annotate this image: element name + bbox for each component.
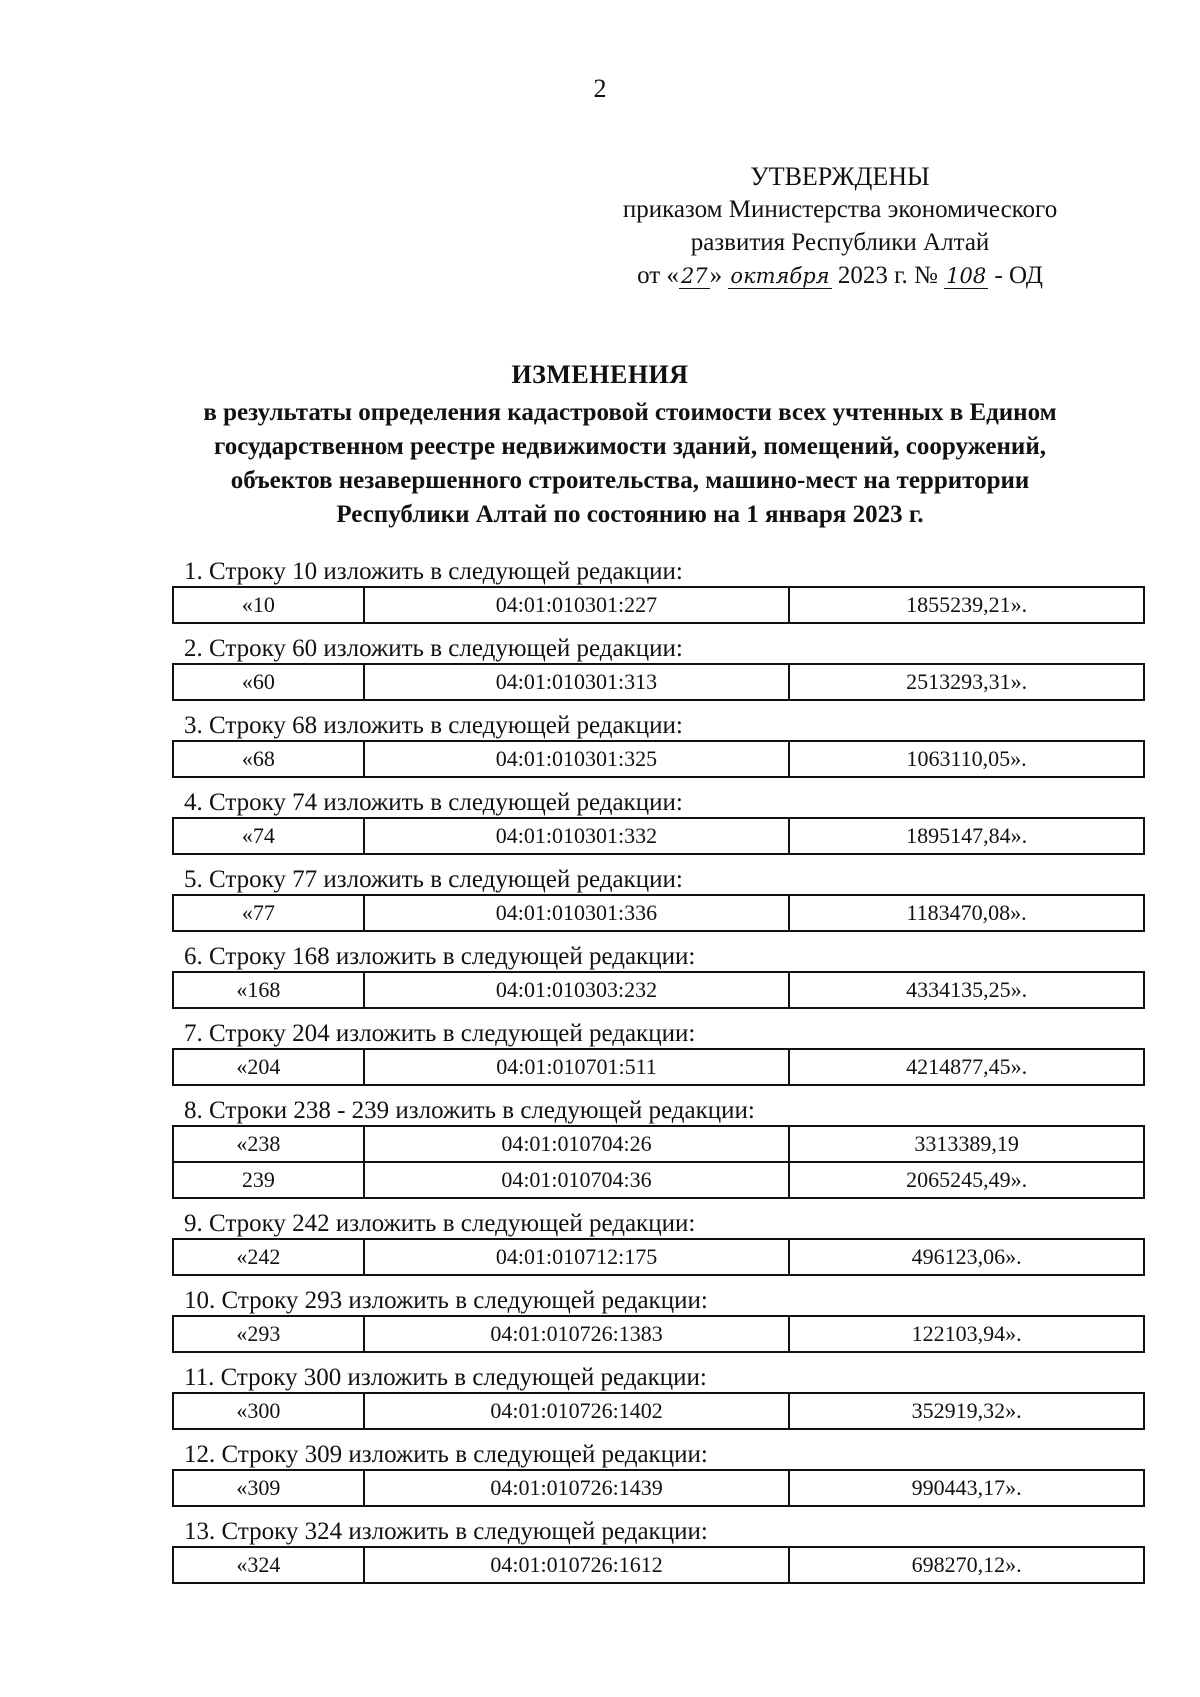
approval-line-1: приказом Министерства экономического <box>622 196 1058 223</box>
change-table <box>172 894 1145 932</box>
row-number-cell: «204 <box>173 1049 364 1085</box>
cadastral-number-cell: 04:01:010726:1612 <box>364 1547 790 1583</box>
order-suffix: - ОД <box>994 262 1043 289</box>
change-table <box>172 1392 1145 1430</box>
change-table <box>172 1469 1145 1507</box>
change-entry <box>172 1097 1145 1199</box>
cadastral-value-cell: 1855239,21». <box>789 587 1144 623</box>
cadastral-number-cell: 04:01:010712:175 <box>364 1239 790 1275</box>
row-number-cell: «60 <box>173 664 364 700</box>
table-row <box>173 664 1144 700</box>
change-entry <box>172 712 1145 778</box>
change-table <box>172 817 1145 855</box>
handwritten-month: октября <box>730 264 830 288</box>
table-row <box>173 741 1144 777</box>
change-table <box>172 1546 1145 1584</box>
cadastral-number-cell: 04:01:010726:1402 <box>364 1393 790 1429</box>
row-number-cell: «168 <box>173 972 364 1008</box>
cadastral-value-cell: 698270,12». <box>789 1547 1144 1583</box>
approval-line-2: развития Республики Алтай <box>690 229 990 256</box>
change-entry <box>172 1441 1145 1507</box>
change-table <box>172 586 1145 624</box>
table-row <box>173 895 1144 931</box>
year-text: 2023 г. № <box>837 262 938 289</box>
row-number-cell: «77 <box>173 895 364 931</box>
cadastral-number-cell: 04:01:010704:36 <box>364 1162 789 1198</box>
change-entry <box>172 1020 1145 1086</box>
cadastral-value-cell: 2065245,49». <box>789 1162 1144 1198</box>
document-title: ИЗМЕНЕНИЯ <box>511 360 689 389</box>
change-heading: 2. Строку 60 изложить в следующей редакции: <box>184 635 683 662</box>
page-number: 2 <box>593 74 607 103</box>
handwritten-day: 27 <box>680 264 708 288</box>
change-table <box>172 663 1145 701</box>
handwritten-order-number: 108 <box>946 264 987 288</box>
row-number-cell: «68 <box>173 741 364 777</box>
change-table <box>172 740 1145 778</box>
change-heading: 5. Строку 77 изложить в следующей редакции: <box>184 866 683 893</box>
table-row <box>173 1316 1144 1352</box>
table-row <box>173 1126 1144 1162</box>
table-row <box>173 972 1144 1008</box>
cadastral-value-cell: 3313389,19 <box>789 1126 1144 1162</box>
cadastral-number-cell: 04:01:010301:325 <box>364 741 790 777</box>
change-heading: 1. Строку 10 изложить в следующей редакции: <box>184 558 683 585</box>
change-table <box>172 1125 1145 1199</box>
cadastral-number-cell: 04:01:010303:232 <box>364 972 789 1008</box>
change-entry <box>172 1364 1145 1430</box>
cadastral-value-cell: 4214877,45». <box>789 1049 1144 1085</box>
table-row <box>173 1470 1144 1506</box>
cadastral-number-cell: 04:01:010701:511 <box>364 1049 789 1085</box>
table-row <box>173 1547 1144 1583</box>
change-entry <box>172 866 1145 932</box>
row-number-cell: «300 <box>173 1393 364 1429</box>
row-number-cell: «10 <box>173 587 364 623</box>
changes-list <box>172 558 1145 1595</box>
cadastral-value-cell: 4334135,25». <box>789 972 1144 1008</box>
change-heading: 10. Строку 293 изложить в следующей редакции: <box>184 1287 708 1314</box>
row-number-cell: «293 <box>173 1316 364 1352</box>
document-subtitle: в результаты определения кадастровой стоимости всех учтенных в Едином государственном реестре недвижимости зданий, помещений, сооружений, объектов незавершенного строительства, машино-мест на территории Республики Алтай по состоянию на 1 января 2023 г. <box>203 399 1057 528</box>
table-row <box>173 587 1144 623</box>
row-number-cell: «324 <box>173 1547 364 1583</box>
cadastral-number-cell: 04:01:010301:336 <box>364 895 790 931</box>
change-table <box>172 1315 1145 1353</box>
row-number-cell: «309 <box>173 1470 364 1506</box>
change-heading: 11. Строку 300 изложить в следующей редакции: <box>184 1364 707 1391</box>
cadastral-value-cell: 1895147,84». <box>789 818 1144 854</box>
cadastral-value-cell: 2513293,31». <box>789 664 1144 700</box>
change-heading: 3. Строку 68 изложить в следующей редакции: <box>184 712 683 739</box>
row-number-cell: «242 <box>173 1239 364 1275</box>
change-heading: 13. Строку 324 изложить в следующей редакции: <box>184 1518 708 1545</box>
change-heading: 8. Строки 238 - 239 изложить в следующей редакции: <box>184 1097 755 1124</box>
table-row <box>173 818 1144 854</box>
cadastral-value-cell: 1183470,08». <box>789 895 1144 931</box>
change-heading: 7. Строку 204 изложить в следующей редакции: <box>184 1020 696 1047</box>
cadastral-number-cell: 04:01:010301:332 <box>364 818 790 854</box>
change-heading: 12. Строку 309 изложить в следующей редакции: <box>184 1441 708 1468</box>
cadastral-value-cell: 122103,94». <box>789 1316 1144 1352</box>
approval-title: УТВЕРЖДЕНЫ <box>750 162 930 191</box>
change-table <box>172 1238 1145 1276</box>
cadastral-number-cell: 04:01:010726:1439 <box>364 1470 790 1506</box>
date-mid: » <box>709 262 723 289</box>
table-row <box>173 1393 1144 1429</box>
row-number-cell: «74 <box>173 818 364 854</box>
table-row <box>173 1162 1144 1198</box>
cadastral-number-cell: 04:01:010704:26 <box>364 1126 789 1162</box>
change-table <box>172 1048 1145 1086</box>
cadastral-number-cell: 04:01:010301:227 <box>364 587 790 623</box>
change-heading: 4. Строку 74 изложить в следующей редакции: <box>184 789 683 816</box>
change-entry <box>172 1210 1145 1276</box>
change-entry <box>172 789 1145 855</box>
change-entry <box>172 943 1145 1009</box>
table-row <box>173 1239 1144 1275</box>
cadastral-value-cell: 352919,32». <box>789 1393 1144 1429</box>
cadastral-number-cell: 04:01:010301:313 <box>364 664 790 700</box>
change-heading: 6. Строку 168 изложить в следующей редакции: <box>184 943 696 970</box>
row-number-cell: «238 <box>173 1126 364 1162</box>
row-number-cell: 239 <box>173 1162 364 1198</box>
date-prefix: от « <box>637 262 679 289</box>
table-row <box>173 1049 1144 1085</box>
cadastral-value-cell: 496123,06». <box>789 1239 1144 1275</box>
change-entry <box>172 1518 1145 1584</box>
approval-block <box>580 160 1100 293</box>
change-entry <box>172 635 1145 701</box>
change-heading: 9. Строку 242 изложить в следующей редакции: <box>184 1210 696 1237</box>
approval-date-line <box>580 259 1100 293</box>
cadastral-value-cell: 1063110,05». <box>789 741 1144 777</box>
cadastral-value-cell: 990443,17». <box>789 1470 1144 1506</box>
change-table <box>172 971 1145 1009</box>
cadastral-number-cell: 04:01:010726:1383 <box>364 1316 790 1352</box>
change-entry <box>172 1287 1145 1353</box>
change-entry <box>172 558 1145 624</box>
